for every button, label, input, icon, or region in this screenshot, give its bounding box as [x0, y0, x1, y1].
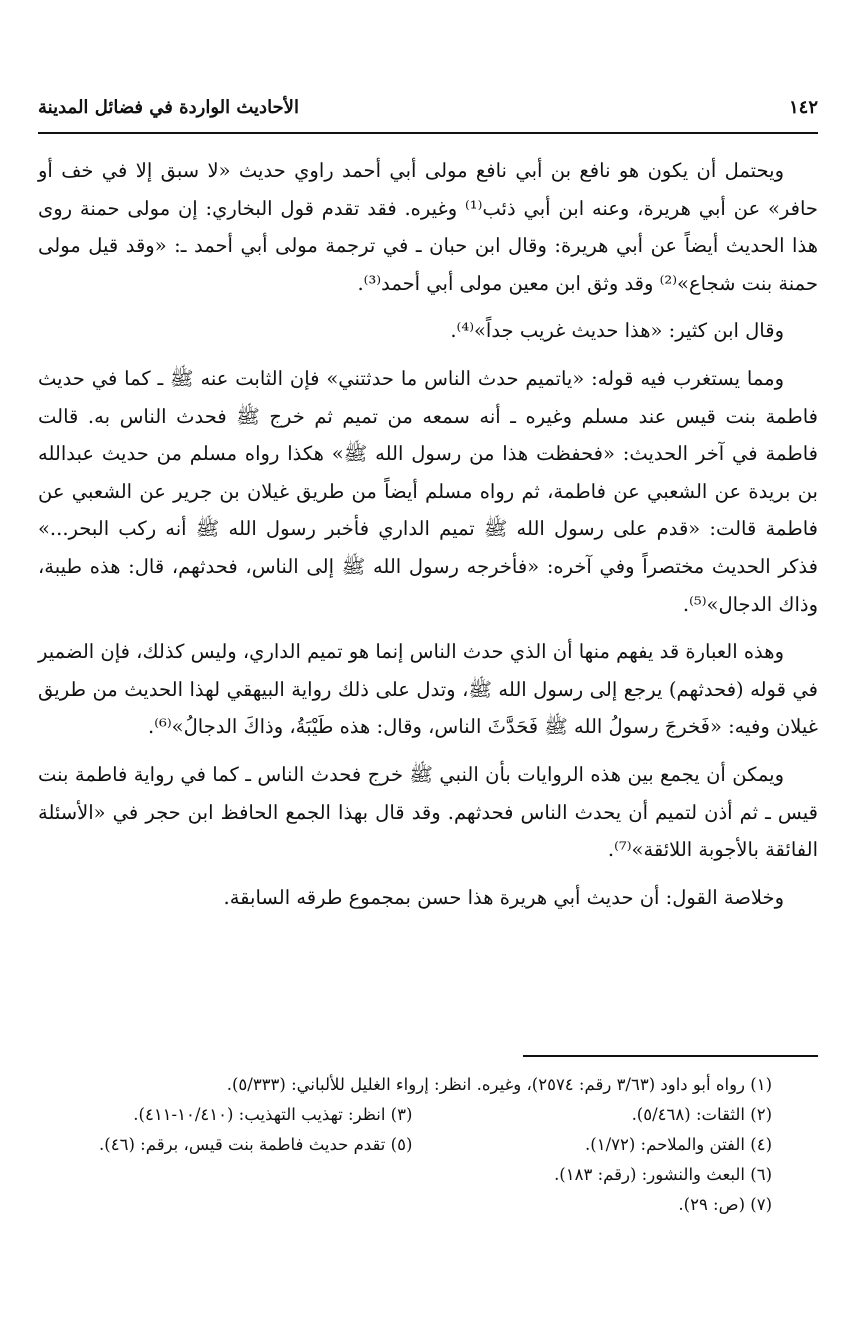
footnotes — [38, 1070, 818, 1220]
paragraph: ويمكن أن يجمع بين هذه الروايات بأن النبي ﷺ خرج فحدث الناس ـ كما في رواية فاطمة بنت قيس ـ ثم أذن لتميم أن يحدث الناس فحدثهم. وقد قال بهذا الجمع الحافظ ابن حجر في «الأسئلة الفائقة بالأجوبة اللائقة»⁽⁷⁾. — [38, 762, 818, 862]
footnote: (١) رواه أبو داود (٣/٦٣ رقم: ٢٥٧٤)، وغيره. انظر: إرواء الغليل للألباني: (٥/٣٣٣). — [226, 1075, 772, 1094]
running-title: الأحاديث الواردة في فضائل المدينة — [38, 97, 299, 118]
paragraph: ومما يستغرب فيه قوله: «ياتميم حدث الناس ما حدثتني» فإن الثابت عنه ﷺ ـ كما في حديث فاطمة بنت قيس عند مسلم وغيره ـ أنه سمعه من تميم ثم خرج ﷺ فحدث الناس به. قالت فاطمة في آخر الحديث: «فحفظت هذا من رسول الله ﷺ» هكذا رواه مسلم من حديث عبدالله بن بريدة عن الشعبي عن فاطمة، ثم رواه مسلم أيضاً من طريق غيلان بن جرير عن الشعبي عن فاطمة قالت: «قدم على رسول الله ﷺ تميم الداري فأخبر رسول الله ﷺ أنه ركب البحر...» فذكر الحديث مختصراً وفي آخره: «فأخرجه رسول الله ﷺ إلى الناس، فحدثهم، قال: هذه طيبة، وذاك الدجال»⁽⁵⁾. — [38, 366, 818, 616]
page-header — [38, 84, 818, 118]
paragraph: وخلاصة القول: أن حديث أبي هريرة هذا حسن بمجموع طرقه السابقة. — [223, 885, 784, 909]
paragraph: ويحتمل أن يكون هو نافع بن أبي نافع مولى أبي أحمد راوي حديث «لا سبق إلا في خف أو حافر» عن أبي هريرة، وعنه ابن أبي ذئب⁽¹⁾ وغيره. فقد تقدم قول البخاري: إن مولى حمنة روى هذا الحديث أيضاً عن أبي هريرة: وقال ابن حبان ـ في ترجمة مولى أبي أحمد ـ: «وقد قيل مولى حمنة بنت شجاع»⁽²⁾ وقد وثق ابن معين مولى أبي أحمد⁽³⁾. — [38, 159, 818, 295]
page-number: ١٤٢ — [788, 97, 818, 118]
header-rule — [38, 132, 818, 134]
paragraph: وقال ابن كثير: «هذا حديث غريب جداً»⁽⁴⁾. — [450, 319, 784, 343]
footnote: (٤) الفتن والملاحم: (١/٧٢). — [585, 1135, 772, 1154]
footnote: (٣) انظر: تهذيب التهذيب: (١٠/٤١٠-٤١١). — [133, 1105, 413, 1124]
footnote: (٢) الثقات: (٥/٤٦٨). — [631, 1105, 772, 1124]
footnote-row — [38, 1130, 818, 1160]
footnote: (٧) (ص: ٢٩). — [678, 1195, 772, 1214]
paragraph: وهذه العبارة قد يفهم منها أن الذي حدث الناس إنما هو تميم الداري، وليس كذلك، فإن الضمير في قوله (فحدثهم) يرجع إلى رسول الله ﷺ، وتدل على ذلك رواية البيهقي لهذا الحديث من طريق غيلان وفيه: «فَخرجَ رسولُ الله ﷺ فَحَدَّثَ الناس، وقال: هذه طَيْبَةُ، وذاكَ الدجالُ»⁽⁶⁾. — [38, 640, 818, 739]
footnote: (٥) تقدم حديث فاطمة بنت قيس، برقم: (٤٦). — [99, 1135, 413, 1154]
footnote-rule — [523, 1055, 818, 1057]
footnote-row — [38, 1100, 818, 1130]
main-text — [38, 152, 818, 926]
footnote: (٦) البعث والنشور: (رقم: ١٨٣). — [554, 1165, 772, 1184]
